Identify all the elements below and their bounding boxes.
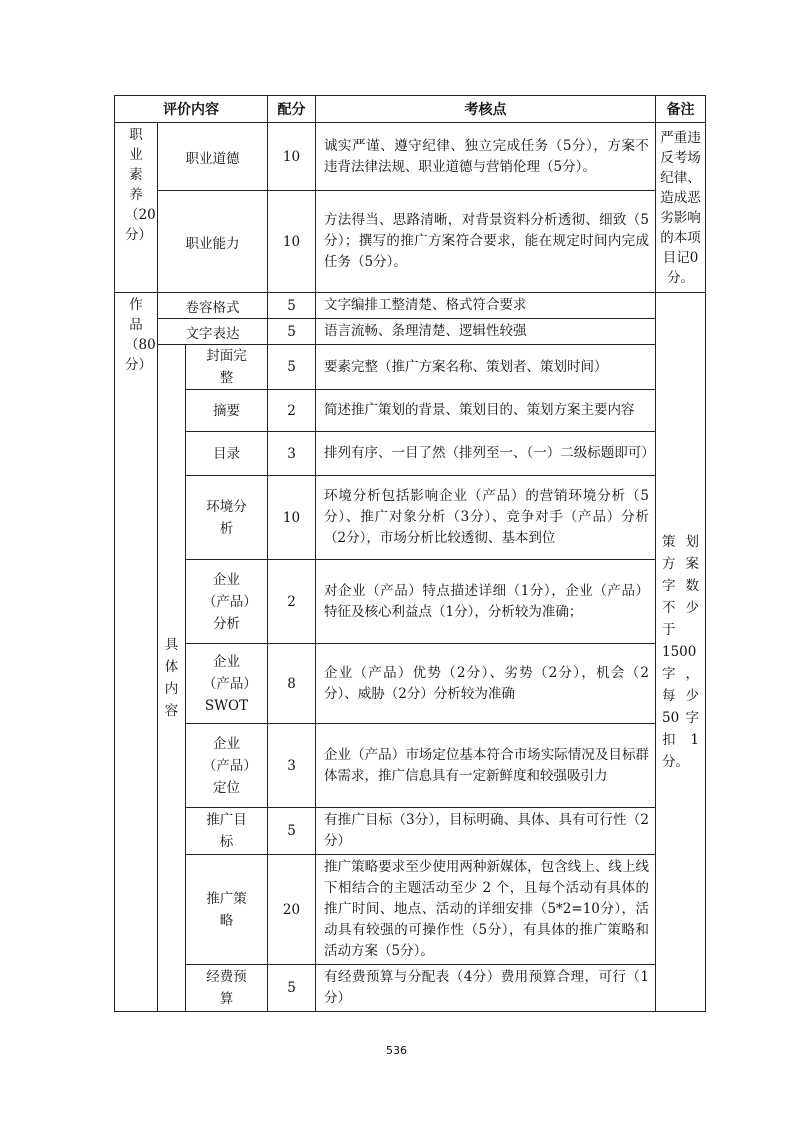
item-name: 经费预算 xyxy=(186,965,268,1012)
item-score: 2 xyxy=(268,390,316,432)
item-name: 文字表达 xyxy=(158,319,268,345)
item-score: 20 xyxy=(268,855,316,965)
work-remark: 策划方案字数不少于1500字，每少50字扣1分。 xyxy=(656,293,706,1012)
item-points: 文字编排工整清楚、格式符合要求 xyxy=(316,293,656,319)
item-score: 8 xyxy=(268,644,316,724)
header-remark: 备注 xyxy=(656,96,706,123)
table-row xyxy=(115,855,706,965)
header-content: 评价内容 xyxy=(115,96,268,123)
table-row xyxy=(115,432,706,476)
item-score: 5 xyxy=(268,345,316,390)
item-score: 10 xyxy=(268,123,316,191)
item-name: 企业（产品）定位 xyxy=(186,724,268,808)
item-points: 企业（产品）优势（2分）、劣势（2分），机会（2分）、威胁（2分）分析较为准确 xyxy=(316,644,656,724)
item-name: 推广策略 xyxy=(186,855,268,965)
table-row xyxy=(115,123,706,191)
header-row xyxy=(115,96,706,123)
page-number: 536 xyxy=(386,1044,407,1057)
item-points: 诚实严谨、遵守纪律、独立完成任务（5分），方案不违背法律法规、职业道德与营销伦理（5分）。 xyxy=(316,123,656,191)
item-points: 企业（产品）市场定位基本符合市场实际情况及目标群体需求，推广信息具有一定新鲜度和较强吸引力 xyxy=(316,724,656,808)
item-points: 有推广目标（3分），目标明确、具体、具有可行性（2分） xyxy=(316,808,656,855)
item-score: 5 xyxy=(268,965,316,1012)
item-score: 10 xyxy=(268,191,316,293)
item-score: 10 xyxy=(268,476,316,560)
item-points: 语言流畅、条理清楚、逻辑性较强 xyxy=(316,319,656,345)
table-row xyxy=(115,560,706,644)
table-row xyxy=(115,345,706,390)
item-name: 封面完整 xyxy=(186,345,268,390)
item-name: 企业（产品）分析 xyxy=(186,560,268,644)
work-label: 作品（80分） xyxy=(115,293,158,1012)
item-score: 2 xyxy=(268,560,316,644)
item-points: 环境分析包括影响企业（产品）的营销环境分析（5分）、推广对象分析（3分）、竞争对手（产品）分析（2分），市场分析比较透彻、基本到位 xyxy=(316,476,656,560)
item-score: 5 xyxy=(268,293,316,319)
work-sub-label: 具体内容 xyxy=(158,345,186,1012)
item-score: 3 xyxy=(268,724,316,808)
table-row xyxy=(115,724,706,808)
item-score: 3 xyxy=(268,432,316,476)
item-points: 对企业（产品）特点描述详细（1分），企业（产品）特征及核心利益点（1分），分析较为准确； xyxy=(316,560,656,644)
item-score: 5 xyxy=(268,808,316,855)
item-name: 企业（产品）SWOT xyxy=(186,644,268,724)
header-score: 配分 xyxy=(268,96,316,123)
item-points: 推广策略要求至少使用两种新媒体，包含线上、线上线下相结合的主题活动至少 2 个，且每个活动有具体的推广时间、地点、活动的详细安排（5*2=10分），活动具有较强的可操作性（5分），有具体的推广策略和活动方案（5分）。 xyxy=(316,855,656,965)
item-score: 5 xyxy=(268,319,316,345)
table-row xyxy=(115,319,706,345)
table-row xyxy=(115,191,706,293)
item-points: 排列有序、一目了然（排列至一、（一）二级标题即可） xyxy=(316,432,656,476)
item-points: 方法得当、思路清晰，对背景资料分析透彻、细致（5分）；撰写的推广方案符合要求，能在规定时间内完成任务（5分）。 xyxy=(316,191,656,293)
item-name: 职业能力 xyxy=(158,191,268,293)
evaluation-table xyxy=(114,95,706,1012)
table-row xyxy=(115,390,706,432)
item-name: 环境分析 xyxy=(186,476,268,560)
header-points: 考核点 xyxy=(316,96,656,123)
table-row xyxy=(115,808,706,855)
item-points: 简述推广策划的背景、策划目的、策划方案主要内容 xyxy=(316,390,656,432)
literacy-label: 职业素养（20分） xyxy=(115,123,158,293)
table-row xyxy=(115,476,706,560)
item-name: 摘要 xyxy=(186,390,268,432)
table-row xyxy=(115,293,706,319)
item-name: 卷容格式 xyxy=(158,293,268,319)
literacy-remark: 严重违反考场纪律、造成恶劣影响的本项目记0分。 xyxy=(656,123,706,293)
item-points: 要素完整（推广方案名称、策划者、策划时间） xyxy=(316,345,656,390)
item-points: 有经费预算与分配表（4分）费用预算合理，可行（1分） xyxy=(316,965,656,1012)
item-name: 推广目标 xyxy=(186,808,268,855)
table-row xyxy=(115,644,706,724)
item-name: 目录 xyxy=(186,432,268,476)
table-row xyxy=(115,965,706,1012)
item-name: 职业道德 xyxy=(158,123,268,191)
